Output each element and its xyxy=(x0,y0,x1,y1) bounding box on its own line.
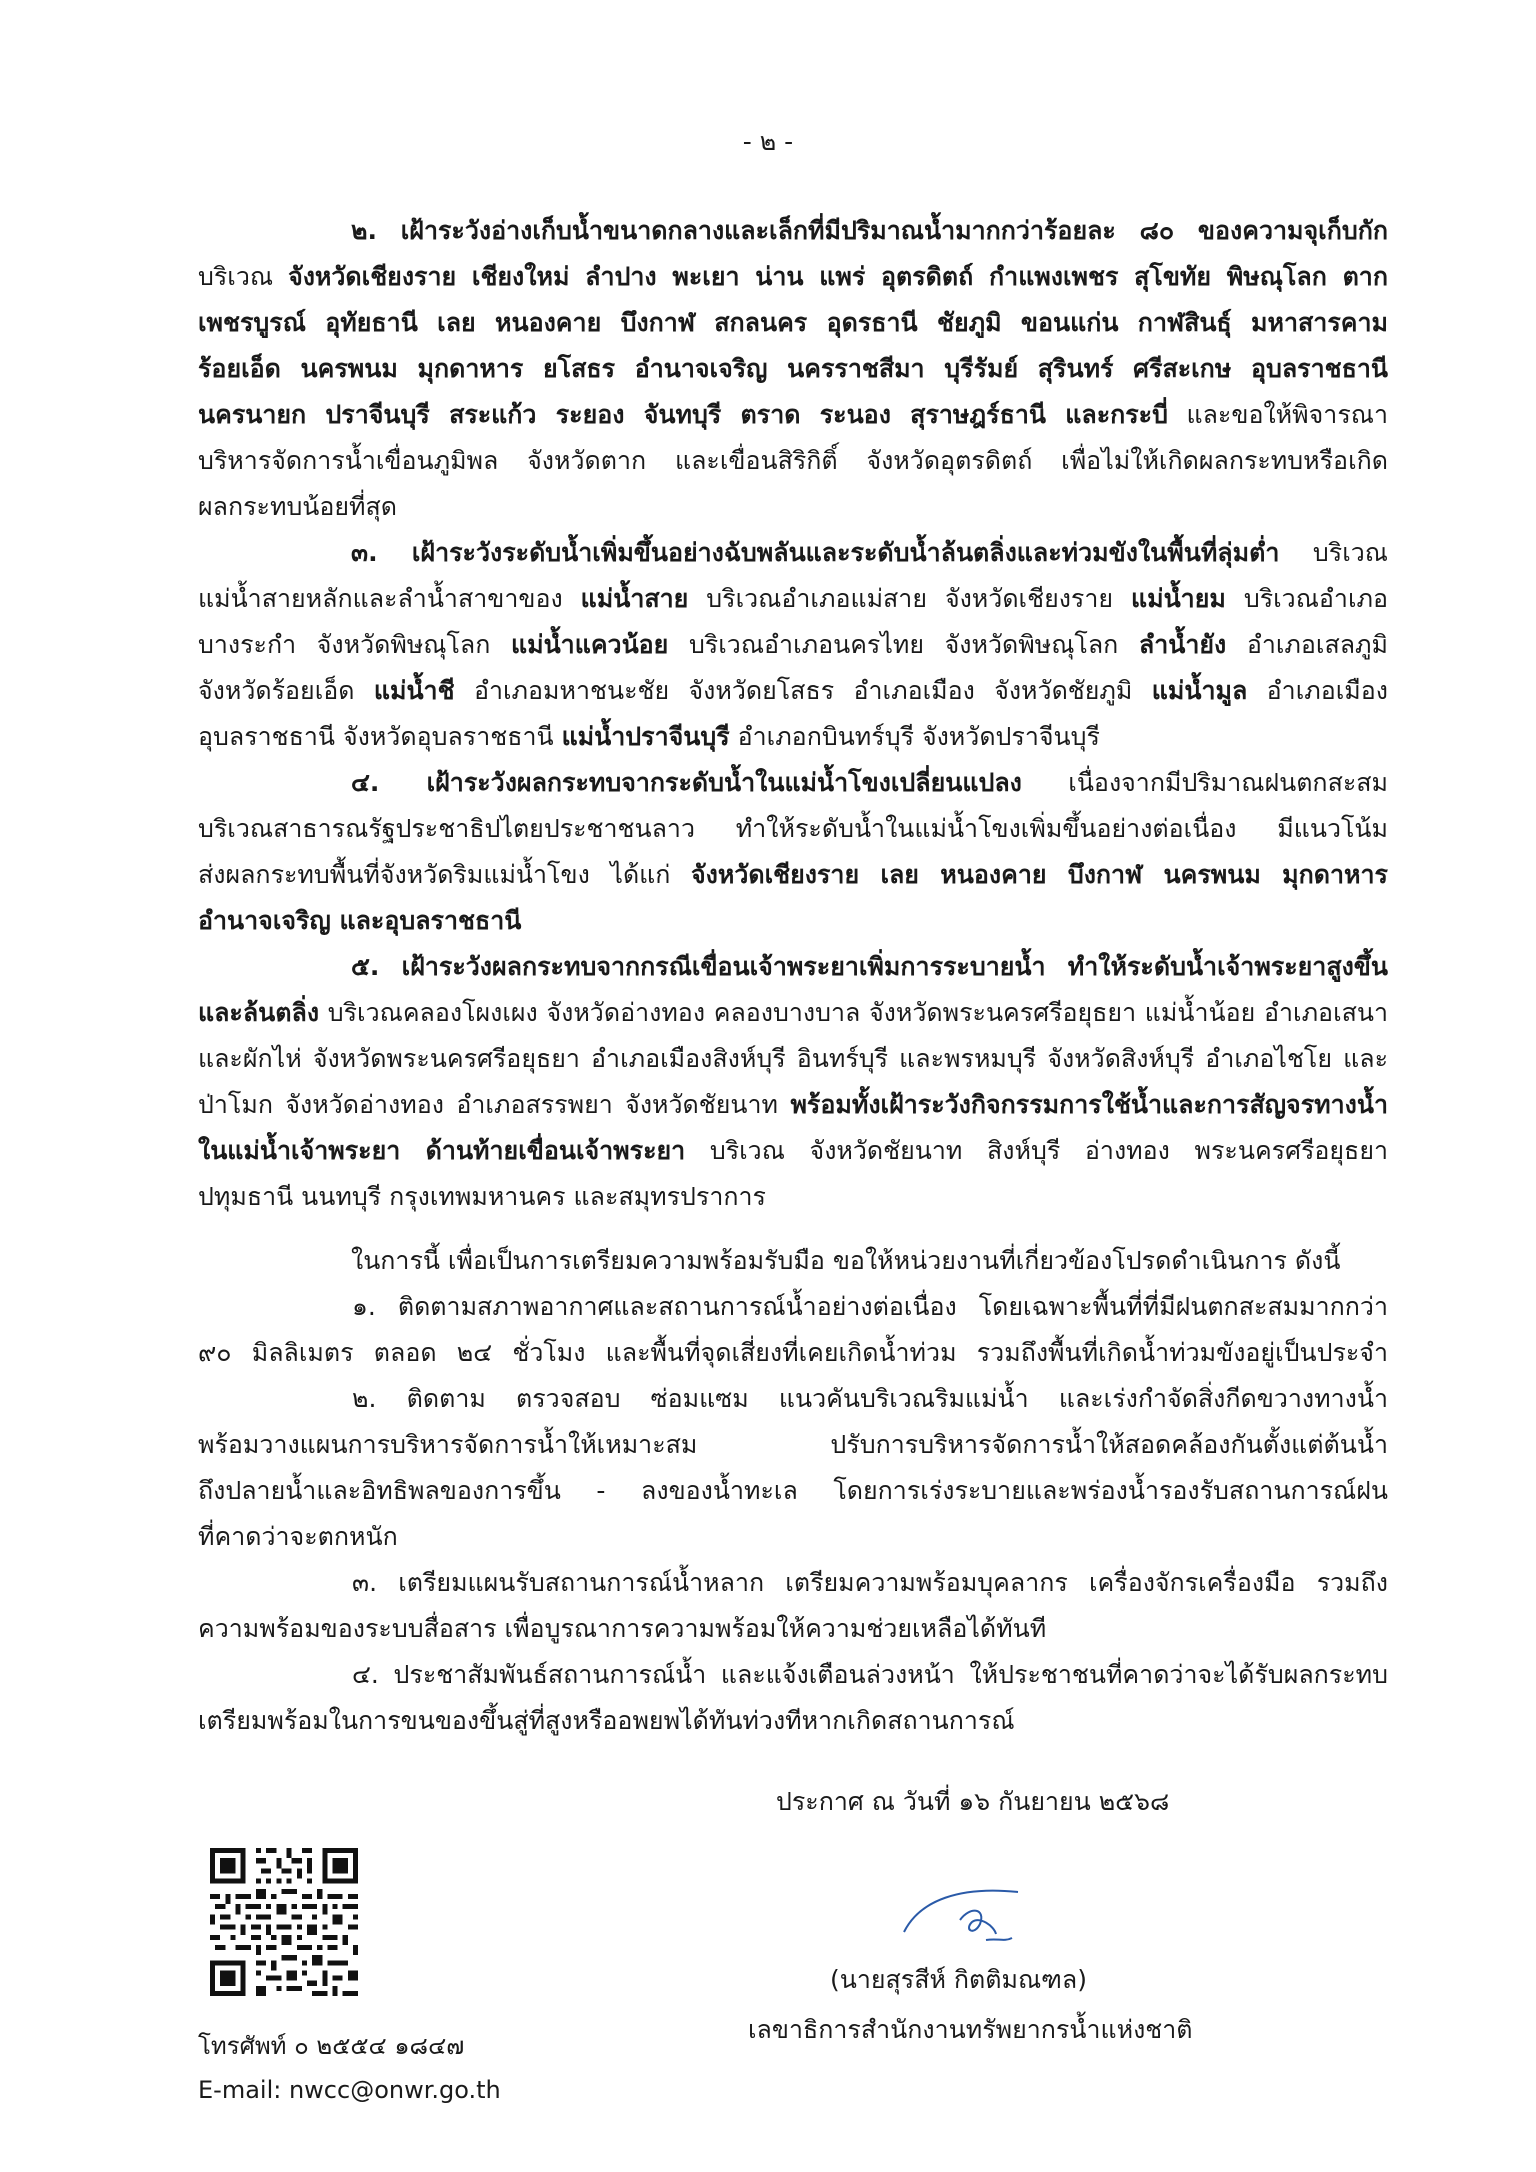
item-5-heading: ๕. เฝ้าระวังผลกระทบจากกรณีเขื่อนเจ้าพระยาเพิ่มการระบายน้ำ ทำให้ระดับน้ำเจ้าพระยาสูงขึ้น xyxy=(351,952,1388,981)
river-name: แม่น้ำชี xyxy=(373,676,455,705)
text-run: บริเวณอำเภอแม่สาย จังหวัดเชียงราย xyxy=(688,584,1131,613)
text-run: และผักไห่ จังหวัดพระนครศรีอยุธยา อำเภอเมืองสิงห์บุรี อินทร์บุรี และพรหมบุรี จังหวัดสิงห์บุรี อำเภอไชโย และ xyxy=(198,1044,1388,1073)
emphasis-text: พร้อมทั้งเฝ้าระวังกิจกรรมการใช้น้ำและการสัญจรทางน้ำ xyxy=(790,1090,1388,1119)
text-run: อำเภอกบินทร์บุรี จังหวัดปราจีนบุรี xyxy=(729,722,1100,751)
item-2-line-1 xyxy=(198,208,1388,254)
item-5-line-3 xyxy=(198,1036,1388,1082)
action-2-line-3 xyxy=(198,1468,1388,1514)
actions-intro xyxy=(198,1238,1388,1284)
item-2-line-5 xyxy=(198,392,1388,438)
action-2-line-1 xyxy=(198,1376,1388,1422)
river-name: แม่น้ำแควน้อย xyxy=(510,630,669,659)
text-run: อำเภอเมือง xyxy=(1247,676,1388,705)
province-list: อำนาจเจริญ และอุบลราชธานี xyxy=(198,906,522,935)
item-5-line-6 xyxy=(198,1174,1388,1220)
river-name: แม่น้ำยม xyxy=(1131,584,1226,613)
item-2-line-6 xyxy=(198,438,1388,484)
river-name: แม่น้ำมูล xyxy=(1151,676,1248,705)
province-list: จังหวัดเชียงราย เชียงใหม่ ลำปาง พะเยา น่าน แพร่ อุตรดิตถ์ กำแพงเพชร สุโขทัย พิษณุโลก ตาก xyxy=(288,262,1388,291)
text-run: เนื่องจากมีปริมาณฝนตกสะสม xyxy=(1021,768,1388,797)
text-run: อำเภอเสลภูมิ xyxy=(1226,630,1388,659)
signer-title: เลขาธิการสำนักงานทรัพยากรน้ำแห่งชาติ xyxy=(748,2015,1193,2044)
river-name: แม่น้ำปราจีนบุรี xyxy=(561,722,730,751)
river-name: ลำน้ำยัง xyxy=(1138,630,1227,659)
item-2-line-2 xyxy=(198,254,1388,300)
action-2-line-2 xyxy=(198,1422,1388,1468)
item-3-line-2 xyxy=(198,576,1388,622)
province-list: ร้อยเอ็ด นครพนม มุกดาหาร ยโสธร อำนาจเจริญ นครราชสีมา บุรีรัมย์ สุรินทร์ ศรีสะเกษ อุบลราชธานี xyxy=(198,354,1388,383)
text-run: ในการนี้ เพื่อเป็นการเตรียมความพร้อมรับมือ ขอให้หน่วยงานที่เกี่ยวข้องโปรดดำเนินการ ดังนี้ xyxy=(351,1246,1341,1275)
text-run: ถึงปลายน้ำและอิทธิพลของการขึ้น - ลงของน้ำทะเล โดยการเร่งระบายและพร่องน้ำรองรับสถานการณ์ฝน xyxy=(198,1476,1388,1505)
item-2-line-3 xyxy=(198,300,1388,346)
qr-code-image xyxy=(210,1848,358,1996)
item-4-line-2 xyxy=(198,806,1388,852)
action-1-line-2 xyxy=(198,1330,1388,1376)
item-4-line-3 xyxy=(198,852,1388,898)
item-3-line-5 xyxy=(198,714,1388,760)
signer-name: (นายสุรสีห์ กิตติมณฑล) xyxy=(830,1965,1088,1994)
text-run: และขอให้พิจารณา xyxy=(1167,400,1388,429)
text-run: ความพร้อมของระบบสื่อสาร เพื่อบูรณาการความพร้อมให้ความช่วยเหลือได้ทันที xyxy=(198,1614,1047,1643)
item-2-heading: ๒. เฝ้าระวังอ่างเก็บน้ำขนาดกลางและเล็กที่มีปริมาณน้ำมากกว่าร้อยละ ๘๐ ของความจุเก็บกัก xyxy=(351,216,1388,245)
text-run: ป่าโมก จังหวัดอ่างทอง อำเภอสรรพยา จังหวัดชัยนาท xyxy=(198,1090,791,1119)
text-run: บางระกำ จังหวัดพิษณุโลก xyxy=(198,630,511,659)
signature-image xyxy=(900,1880,1040,1950)
text-run: บริเวณอำเภอนครไทย จังหวัดพิษณุโลก xyxy=(668,630,1139,659)
page-number: - ๒ - xyxy=(742,127,794,156)
item-3-line-3 xyxy=(198,622,1388,668)
text-run: ๑. ติดตามสภาพอากาศและสถานการณ์น้ำอย่างต่อเนื่อง โดยเฉพาะพื้นที่ที่มีฝนตกสะสมมากกว่า xyxy=(352,1292,1388,1321)
item-5-line-1 xyxy=(198,944,1388,990)
item-3-heading: ๓. เฝ้าระวังระดับน้ำเพิ่มขึ้นอย่างฉับพลันและระดับน้ำล้นตลิ่งและท่วมขังในพื้นที่ลุ่มต่ำ xyxy=(351,538,1280,567)
action-3-line-2 xyxy=(198,1606,1388,1652)
province-list: นครนายก ปราจีนบุรี สระแก้ว ระยอง จันทบุรี ตราด ระนอง สุราษฎร์ธานี และกระบี่ xyxy=(198,400,1168,429)
action-1-line-1 xyxy=(198,1284,1388,1330)
item-3-line-4 xyxy=(198,668,1388,714)
item-5-heading-cont: และล้นตลิ่ง xyxy=(198,998,320,1027)
text-run: บริเวณ xyxy=(198,262,289,291)
text-run: อำเภอมหาชนะชัย จังหวัดยโสธร อำเภอเมือง จังหวัดชัยภูมิ xyxy=(454,676,1152,705)
item-2-line-7 xyxy=(198,484,1388,530)
text-run: จังหวัดร้อยเอ็ด xyxy=(198,676,374,705)
item-5-line-2 xyxy=(198,990,1388,1036)
item-2-line-4 xyxy=(198,346,1388,392)
text-run: ผลกระทบน้อยที่สุด xyxy=(198,492,398,521)
item-4-heading: ๔. เฝ้าระวังผลกระทบจากระดับน้ำในแม่น้ำโขงเปลี่ยนแปลง xyxy=(351,768,1022,797)
action-2-line-4 xyxy=(198,1514,1388,1560)
emphasis-text: ในแม่น้ำเจ้าพระยา ด้านท้ายเขื่อนเจ้าพระยา xyxy=(198,1136,686,1165)
text-run: บริเวณอำเภอ xyxy=(1225,584,1388,613)
text-run: บริเวณ จังหวัดชัยนาท สิงห์บุรี อ่างทอง พระนครศรีอยุธยา xyxy=(685,1136,1388,1165)
text-run: ส่งผลกระทบพื้นที่จังหวัดริมแม่น้ำโขง ได้แก่ xyxy=(198,860,692,889)
text-run: ๔. ประชาสัมพันธ์สถานการณ์น้ำ และแจ้งเตือนล่วงหน้า ให้ประชาชนที่คาดว่าจะได้รับผลกระทบ xyxy=(352,1660,1388,1689)
text-run: บริเวณคลองโผงเผง จังหวัดอ่างทอง คลองบางบาล จังหวัดพระนครศรีอยุธยา แม่น้ำน้อย อำเภอเสนา xyxy=(319,998,1388,1027)
phone-number: โทรศัพท์ ๐ ๒๕๕๔ ๑๘๔๗ xyxy=(198,2032,465,2060)
item-4-line-4 xyxy=(198,898,1388,944)
text-run: ๒. ติดตาม ตรวจสอบ ซ่อมแซม แนวคันบริเวณริมแม่น้ำ และเร่งกำจัดสิ่งกีดขวางทางน้ำ xyxy=(352,1384,1388,1413)
text-run: ๙๐ มิลลิเมตร ตลอด ๒๔ ชั่วโมง และพื้นที่จุดเสี่ยงที่เคยเกิดน้ำท่วม รวมถึงพื้นที่เกิดน้ำท่วมขังอยู่เป็นประจำ xyxy=(198,1338,1388,1367)
announcement-date: ประกาศ ณ วันที่ ๑๖ กันยายน ๒๕๖๘ xyxy=(776,1787,1170,1816)
text-run: บริเวณสาธารณรัฐประชาธิปไตยประชาชนลาว ทำให้ระดับน้ำในแม่น้ำโขงเพิ่มขึ้นอย่างต่อเนื่อง มีแนวโน้ม xyxy=(198,814,1388,843)
text-run: แม่น้ำสายหลักและลำน้ำสาขาของ xyxy=(198,584,581,613)
text-run: อุบลราชธานี จังหวัดอุบลราชธานี xyxy=(198,722,562,751)
action-3-line-1 xyxy=(198,1560,1388,1606)
action-4-line-2 xyxy=(198,1698,1388,1744)
text-run: ปทุมธานี นนทบุรี กรุงเทพมหานคร และสมุทรปราการ xyxy=(198,1182,766,1211)
email-address: E-mail: nwcc@onwr.go.th xyxy=(198,2076,501,2104)
river-name: แม่น้ำสาย xyxy=(580,584,689,613)
item-3-line-1 xyxy=(198,530,1388,576)
text-run: บริเวณ xyxy=(1279,538,1388,567)
item-4-line-1 xyxy=(198,760,1388,806)
action-4-line-1 xyxy=(198,1652,1388,1698)
text-run: พร้อมวางแผนการบริหารจัดการน้ำให้เหมาะสม ปรับการบริหารจัดการน้ำให้สอดคล้องกันตั้งแต่ต้นน้ำ xyxy=(198,1430,1388,1459)
item-5-line-4 xyxy=(198,1082,1388,1128)
province-list: เพชรบูรณ์ อุทัยธานี เลย หนองคาย บึงกาฬ สกลนคร อุดรธานี ชัยภูมิ ขอนแก่น กาฬสินธุ์ มหาสารคาม xyxy=(198,308,1388,337)
text-run: เตรียมพร้อมในการขนของขึ้นสู่ที่สูงหรืออพยพได้ทันท่วงทีหากเกิดสถานการณ์ xyxy=(198,1706,1015,1735)
province-list: จังหวัดเชียงราย เลย หนองคาย บึงกาฬ นครพนม มุกดาหาร xyxy=(691,860,1388,889)
text-run: ๓. เตรียมแผนรับสถานการณ์น้ำหลาก เตรียมความพร้อมบุคลากร เครื่องจักรเครื่องมือ รวมถึง xyxy=(352,1568,1388,1597)
text-run: ที่คาดว่าจะตกหนัก xyxy=(198,1522,398,1551)
item-5-line-5 xyxy=(198,1128,1388,1174)
text-run: บริหารจัดการน้ำเขื่อนภูมิพล จังหวัดตาก และเขื่อนสิริกิติ์ จังหวัดอุตรดิตถ์ เพื่อไม่ให้เกิดผลกระทบหรือเกิด xyxy=(198,446,1388,475)
